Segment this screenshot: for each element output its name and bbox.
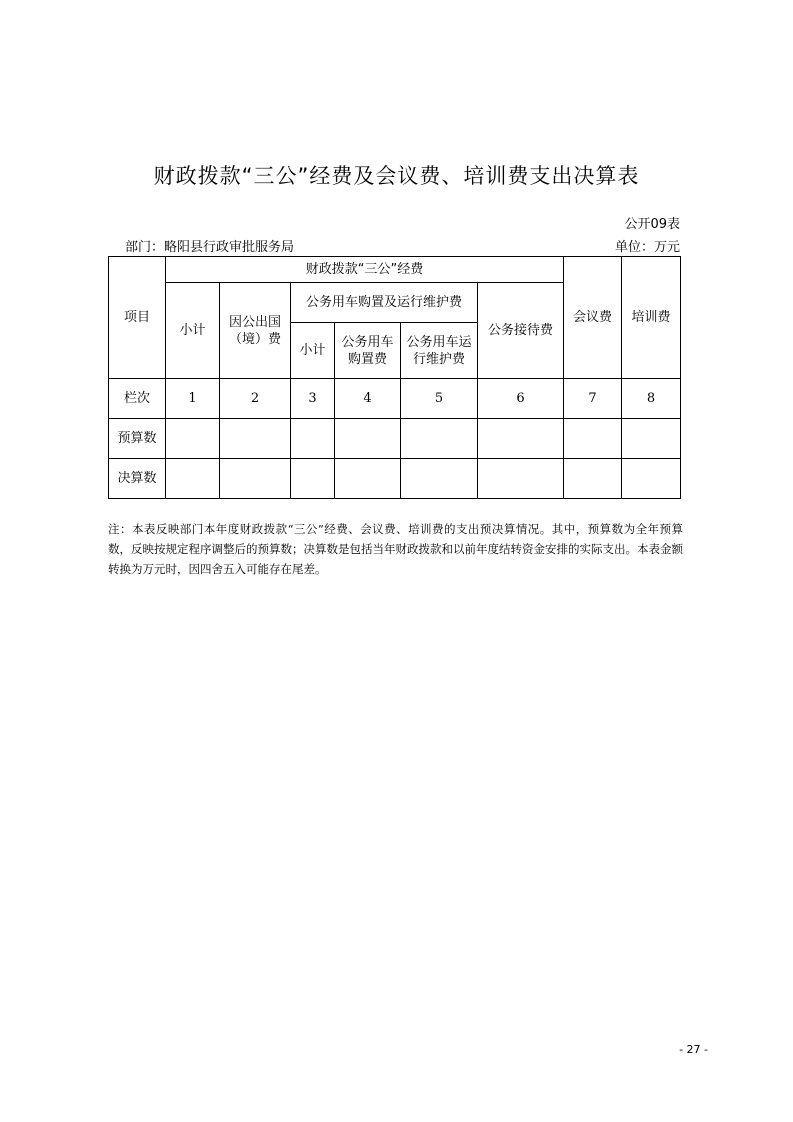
header-reception: 公务接待费 (478, 283, 564, 379)
expenditure-table (108, 256, 681, 499)
table-cell (220, 459, 291, 499)
table-cell: 6 (478, 379, 564, 419)
table-cell: 2 (220, 379, 291, 419)
row-label: 决算数 (109, 459, 166, 499)
header-three-public: 财政拨款“三公”经费 (166, 257, 564, 283)
table-cell: 4 (335, 379, 401, 419)
header-item: 项目 (109, 257, 166, 379)
table-row (109, 459, 681, 499)
footnote: 注：本表反映部门本年度财政拨款“三公”经费、会议费、培训费的支出预决算情况。其中，预算数为全年预算数，反映按规定程序调整后的预算数；决算数是包括当年财政拨款和以前年度结转资金安排的实际支出。本表金额转换为万元时，因四舍五入可能存在尾差。 (108, 522, 683, 576)
table-cell: 5 (401, 379, 478, 419)
table-cell (166, 419, 220, 459)
row-label: 预算数 (109, 419, 166, 459)
table-cell (478, 419, 564, 459)
table-cell: 8 (622, 379, 681, 419)
header-vehicle-subtotal: 小计 (291, 323, 335, 379)
header-subtotal: 小计 (166, 283, 220, 379)
header-meeting: 会议费 (564, 257, 622, 379)
table-cell (220, 419, 291, 459)
header-vehicle-operation: 公务用车运行维护费 (401, 323, 478, 379)
table-cell (335, 459, 401, 499)
table-cell: 7 (564, 379, 622, 419)
header-vehicle-purchase: 公务用车购置费 (335, 323, 401, 379)
table-cell: 3 (291, 379, 335, 419)
page-title: 财政拨款“三公”经费及会议费、培训费支出决算表 (153, 164, 640, 188)
table-cell (291, 459, 335, 499)
table-cell (166, 459, 220, 499)
table-cell (401, 419, 478, 459)
table-cell (622, 419, 681, 459)
table-cell (291, 419, 335, 459)
header-abroad: 因公出国（境）费 (220, 283, 291, 379)
table-cell (478, 459, 564, 499)
table-cell (622, 459, 681, 499)
unit-label: 单位：万元 (614, 240, 680, 255)
table-cell: 1 (166, 379, 220, 419)
table-cell (401, 459, 478, 499)
form-number: 公开09表 (624, 217, 680, 232)
department-label: 部门：略阳县行政审批服务局 (125, 240, 295, 255)
table-row (109, 419, 681, 459)
row-label: 栏次 (109, 379, 166, 419)
table-row (109, 379, 681, 419)
table-cell (564, 419, 622, 459)
header-vehicle-group: 公务用车购置及运行维护费 (291, 283, 478, 323)
table-cell (564, 459, 622, 499)
table-cell (335, 419, 401, 459)
header-training: 培训费 (622, 257, 681, 379)
page-number: - 27 - (679, 1043, 708, 1056)
